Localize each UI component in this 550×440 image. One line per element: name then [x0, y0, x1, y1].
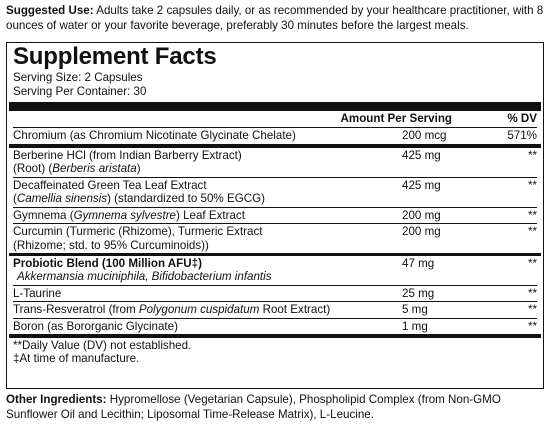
panel-title: Supplement Facts	[13, 43, 217, 70]
nutrient-dv: **	[527, 256, 537, 270]
nutrient-row-probiotic-blend	[13, 256, 537, 286]
nutrient-amount: 425 mg	[402, 178, 441, 192]
nutrient-dv: **	[527, 225, 537, 238]
nutrient-amount: 425 mg	[402, 148, 441, 162]
nutrient-dv: **	[527, 286, 537, 300]
nutrient-row-gymnema	[13, 208, 537, 225]
column-header-row	[13, 111, 537, 128]
nutrient-name: Decaffeinated Green Tea Leaf Extract (Camellia sinensis) (standardized to 50% EGCG)	[13, 178, 265, 205]
nutrient-amount: 5 mg	[402, 303, 428, 316]
footnotes	[13, 339, 537, 365]
nutrient-name: Boron (as Bororganic Glycinate)	[13, 319, 178, 333]
servings-per-container: Serving Per Container: 30	[13, 85, 147, 98]
other-ingredients-text: Hypromellose (Vegetarian Capsule), Phospholipid Complex (from Non-GMO Sunflower Oil and Lecithin; Liposomal Time-Release Matrix), L-Leucine.	[6, 393, 501, 421]
footnote-dv: **Daily Value (DV) not established.	[13, 339, 192, 352]
other-ingredients	[6, 392, 546, 422]
nutrient-dv: 571%	[507, 129, 537, 142]
nutrient-row-chromium	[13, 128, 537, 144]
nutrient-amount: 25 mg	[402, 286, 435, 300]
dv-header: % DV	[507, 112, 537, 126]
nutrient-name: Curcumin (Turmeric (Rhizome), Turmeric Extract (Rhizome; std. to 95% Curcuminoids))	[13, 225, 263, 252]
amount-header: Amount Per Serving	[340, 112, 452, 126]
nutrient-row-berberine	[13, 148, 537, 178]
suggested-use	[6, 3, 546, 33]
nutrient-dv: **	[527, 208, 537, 222]
nutrient-dv: **	[527, 178, 537, 192]
footnote-manufacture: ‡At time of manufacture.	[13, 352, 140, 365]
nutrient-row-curcumin	[13, 224, 537, 253]
other-ingredients-label: Other Ingredients:	[6, 393, 107, 406]
nutrient-amount: 47 mg	[402, 256, 435, 270]
nutrient-row-green-tea	[13, 178, 537, 208]
nutrient-name: Probiotic Blend (100 Million AFU‡) Akkermansia muciniphila, Bifidobacterium infantis	[13, 256, 272, 283]
nutrient-row-boron	[13, 319, 537, 335]
nutrient-name: Trans-Resveratrol (from Polygonum cuspidatum Root Extract)	[13, 303, 331, 316]
nutrient-amount: 1 mg	[402, 319, 428, 333]
nutrient-name: Gymnema (Gymnema sylvestre) Leaf Extract	[13, 208, 245, 222]
nutrient-name: L-Taurine	[13, 286, 62, 300]
nutrient-name: Berberine HCl (from Indian Barberry Extract) (Root) (Berberis aristata)	[13, 148, 242, 175]
suggested-use-label: Suggested Use:	[6, 4, 94, 17]
nutrient-dv: **	[527, 319, 537, 333]
medium-divider	[9, 334, 541, 338]
nutrient-dv: **	[527, 303, 537, 316]
nutrient-amount: 200 mg	[402, 208, 441, 222]
suggested-use-text: Adults take 2 capsules daily, or as recommended by your healthcare practitioner, with 8 ounces of water or your favorite beverage, preferably 30 minutes before the largest meals.	[6, 4, 544, 32]
nutrient-name: Chromium (as Chromium Nicotinate Glycinate Chelate)	[13, 129, 296, 142]
nutrient-amount: 200 mg	[402, 225, 441, 238]
thick-divider	[9, 102, 541, 111]
nutrient-row-l-taurine	[13, 286, 537, 303]
nutrient-row-trans-resveratrol	[13, 302, 537, 319]
serving-size: Serving Size: 2 Capsules	[13, 71, 143, 84]
nutrient-amount: 200 mcg	[402, 129, 447, 142]
nutrient-dv: **	[527, 148, 537, 162]
supplement-facts-panel	[6, 42, 544, 389]
